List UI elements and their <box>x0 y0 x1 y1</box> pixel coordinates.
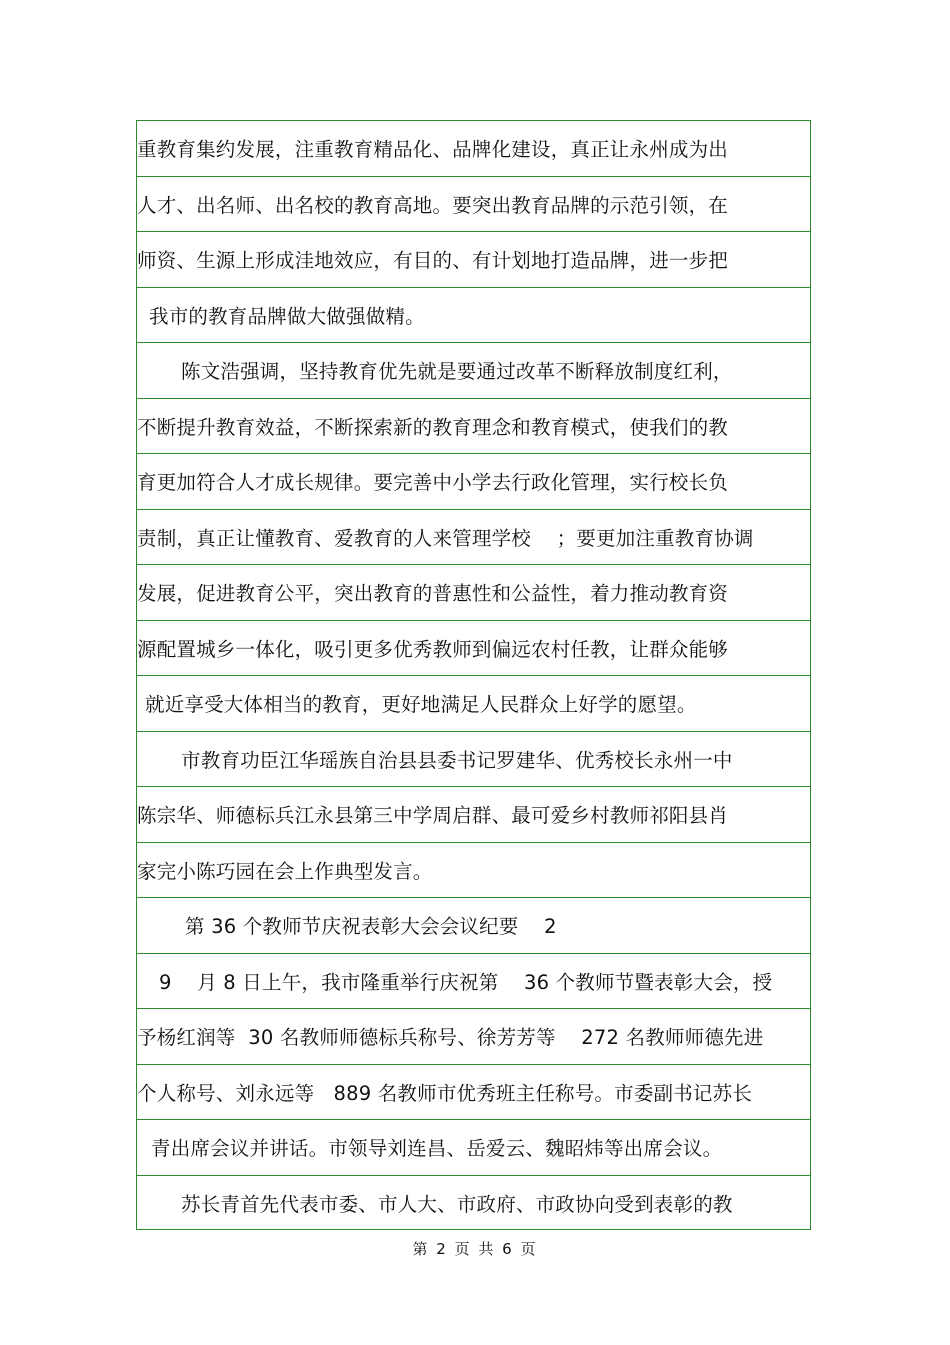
section-heading: 第 36 个教师节庆祝表彰大会会议纪要 2 <box>137 898 810 954</box>
text-line: 陈宗华、师德标兵江永县第三中学周启群、最可爱乡村教师祁阳县肖 <box>137 787 810 843</box>
text-line: 源配置城乡一体化，吸引更多优秀教师到偏远农村任教，让群众能够 <box>137 621 810 677</box>
text-line: 育更加符合人才成长规律。要完善中小学去行政化管理，实行校长负 <box>137 454 810 510</box>
text-line: 师资、生源上形成洼地效应，有目的、有计划地打造品牌，进一步把 <box>137 232 810 288</box>
document-page-frame <box>136 120 811 1230</box>
paragraph-first-line: 9 月 8 日上午，我市隆重举行庆祝第 36 个教师节暨表彰大会，授 <box>137 954 810 1010</box>
text-line: 家完小陈巧园在会上作典型发言。 <box>137 843 810 899</box>
text-line: 我市的教育品牌做大做强做精。 <box>137 288 810 344</box>
text-line: 人才、出名师、出名校的教育高地。要突出教育品牌的示范引领，在 <box>137 177 810 233</box>
text-line: 不断提升教育效益，不断探索新的教育理念和教育模式，使我们的教 <box>137 399 810 455</box>
text-line: 发展，促进教育公平，突出教育的普惠性和公益性，着力推动教育资 <box>137 565 810 621</box>
paragraph-first-line: 市教育功臣江华瑶族自治县县委书记罗建华、优秀校长永州一中 <box>137 732 810 788</box>
text-line: 青出席会议并讲话。市领导刘连昌、岳爱云、魏昭炜等出席会议。 <box>137 1120 810 1176</box>
text-line: 个人称号、刘永远等 889 名教师市优秀班主任称号。市委副书记苏长 <box>137 1065 810 1121</box>
paragraph-first-line: 陈文浩强调，坚持教育优先就是要通过改革不断释放制度红利， <box>137 343 810 399</box>
page-number-footer: 第 2 页 共 6 页 <box>412 1240 538 1258</box>
text-line: 予杨红润等 30 名教师师德标兵称号、徐芳芳等 272 名教师师德先进 <box>137 1009 810 1065</box>
text-line: 就近享受大体相当的教育，更好地满足人民群众上好学的愿望。 <box>137 676 810 732</box>
text-line: 责制，真正让懂教育、爱教育的人来管理学校 ；要更加注重教育协调 <box>137 510 810 566</box>
text-line: 重教育集约发展，注重教育精品化、品牌化建设，真正让永州成为出 <box>137 121 810 177</box>
paragraph-first-line: 苏长青首先代表市委、市人大、市政府、市政协向受到表彰的教 <box>181 1193 733 1217</box>
